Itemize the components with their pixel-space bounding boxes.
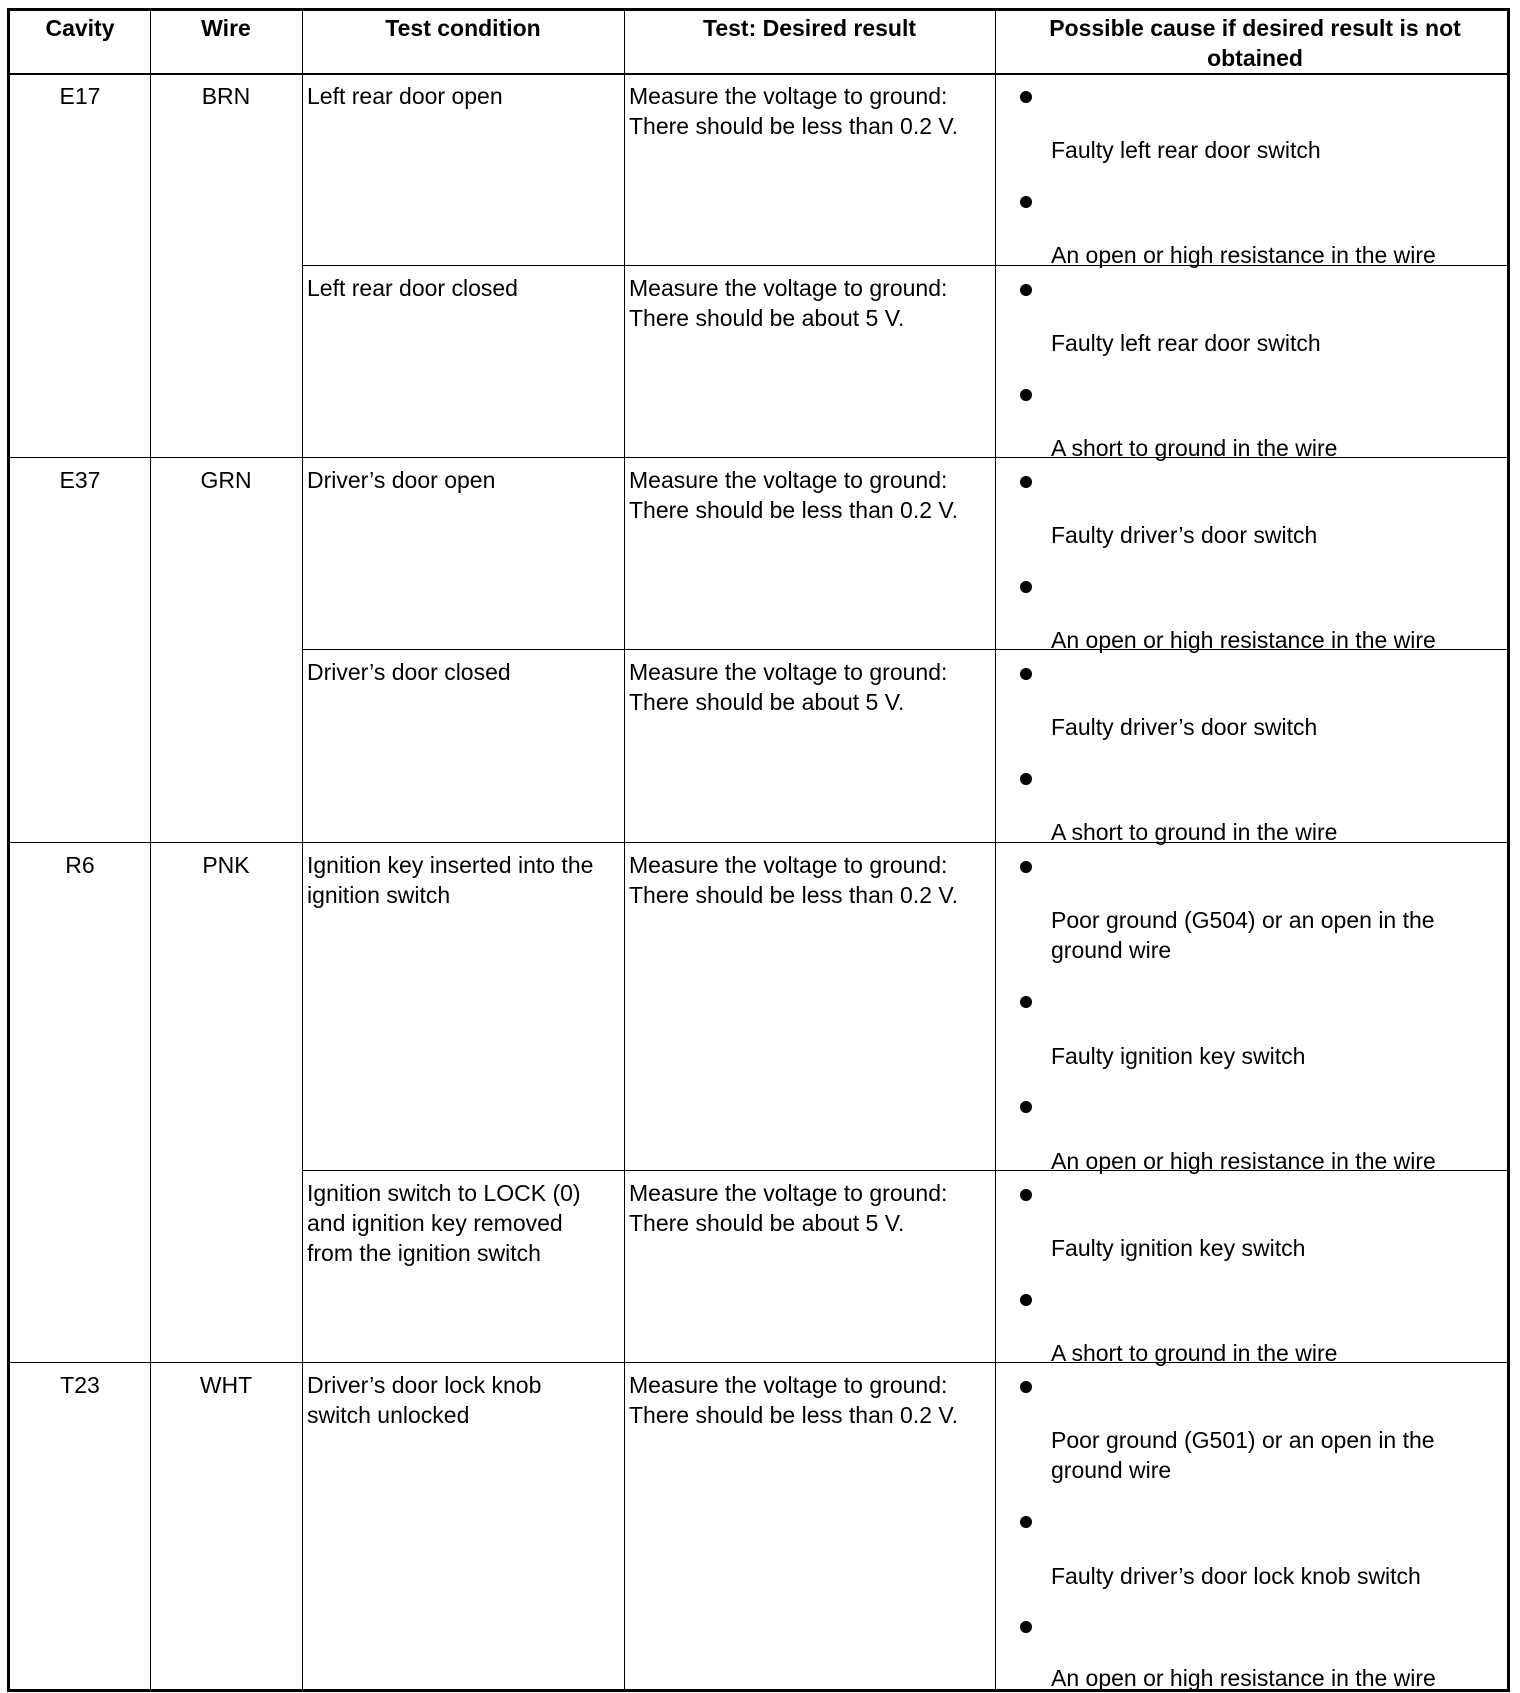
- cause-item: Faulty ignition key switch: [1051, 1043, 1306, 1069]
- header-cavity: Cavity: [45, 15, 115, 41]
- cavity-cell: R6: [65, 852, 95, 878]
- bullet-icon: [1020, 284, 1032, 296]
- header-possible-cause: Possible cause if desired result is not obtained: [1049, 15, 1461, 71]
- column-divider: [624, 11, 625, 1689]
- bullet-icon: [1020, 996, 1032, 1008]
- cause-item: Faulty driver’s door lock knob switch: [1051, 1563, 1421, 1589]
- wire-cell: PNK: [202, 852, 250, 878]
- cavity-cell: E17: [59, 83, 101, 109]
- header-desired-result: Test: Desired result: [702, 15, 917, 41]
- cause-item: A short to ground in the wire: [1051, 819, 1338, 845]
- bullet-icon: [1020, 476, 1032, 488]
- cause-item: Faulty ignition key switch: [1051, 1235, 1306, 1261]
- diagnostic-table: [7, 8, 1510, 1692]
- cause-item: An open or high resistance in the wire: [1051, 1665, 1436, 1691]
- desired-result-cell: Measure the voltage to ground: There should be less than 0.2 V.: [629, 83, 959, 139]
- bullet-icon: [1020, 861, 1032, 873]
- bullet-icon: [1020, 1381, 1032, 1393]
- cause-item: An open or high resistance in the wire: [1051, 1148, 1436, 1174]
- column-divider: [995, 11, 996, 1689]
- desired-result-cell: Measure the voltage to ground: There should be less than 0.2 V.: [629, 852, 959, 908]
- cause-item: Faulty left rear door switch: [1051, 137, 1321, 163]
- desired-result-cell: Measure the voltage to ground: There should be about 5 V.: [629, 1180, 948, 1236]
- cause-item: Faulty left rear door switch: [1051, 330, 1321, 356]
- cavity-cell: T23: [60, 1372, 100, 1398]
- bullet-icon: [1020, 91, 1032, 103]
- test-condition-cell: Left rear door closed: [307, 275, 518, 301]
- bullet-icon: [1020, 1101, 1032, 1113]
- desired-result-cell: Measure the voltage to ground: There should be about 5 V.: [629, 275, 948, 331]
- test-condition-cell: Ignition switch to LOCK (0) and ignition key removed from the ignition switch: [307, 1180, 581, 1266]
- test-condition-cell: Left rear door open: [307, 83, 503, 109]
- cause-item: A short to ground in the wire: [1051, 435, 1338, 461]
- bullet-icon: [1020, 389, 1032, 401]
- desired-result-cell: Measure the voltage to ground: There should be less than 0.2 V.: [629, 1372, 959, 1428]
- cavity-cell: E37: [59, 467, 101, 493]
- cause-item: Faulty driver’s door switch: [1051, 522, 1318, 548]
- test-condition-cell: Driver’s door lock knob switch unlocked: [307, 1372, 542, 1428]
- test-condition-cell: Ignition key inserted into the ignition switch: [307, 852, 594, 908]
- cause-item: An open or high resistance in the wire: [1051, 627, 1436, 653]
- test-condition-cell: Driver’s door open: [307, 467, 496, 493]
- bullet-icon: [1020, 196, 1032, 208]
- cause-item: Poor ground (G504) or an open in the ground wire: [1051, 907, 1435, 963]
- column-divider: [302, 11, 303, 1689]
- bullet-icon: [1020, 668, 1032, 680]
- header-divider: [10, 73, 1507, 75]
- wire-cell: BRN: [201, 83, 251, 109]
- wire-cell: GRN: [200, 467, 252, 493]
- bullet-icon: [1020, 1516, 1032, 1528]
- bullet-icon: [1020, 773, 1032, 785]
- test-condition-cell: Driver’s door closed: [307, 659, 511, 685]
- desired-result-cell: Measure the voltage to ground: There should be less than 0.2 V.: [629, 467, 959, 523]
- bullet-icon: [1020, 581, 1032, 593]
- cause-item: Faulty driver’s door switch: [1051, 714, 1318, 740]
- cause-item: A short to ground in the wire: [1051, 1340, 1338, 1366]
- desired-result-cell: Measure the voltage to ground: There should be about 5 V.: [629, 659, 948, 715]
- wire-cell: WHT: [199, 1372, 253, 1398]
- header-test-condition: Test condition: [385, 15, 541, 41]
- header-wire: Wire: [201, 15, 251, 41]
- bullet-icon: [1020, 1621, 1032, 1633]
- bullet-icon: [1020, 1189, 1032, 1201]
- cause-item: An open or high resistance in the wire: [1051, 242, 1436, 268]
- cause-item: Poor ground (G501) or an open in the ground wire: [1051, 1427, 1435, 1483]
- bullet-icon: [1020, 1294, 1032, 1306]
